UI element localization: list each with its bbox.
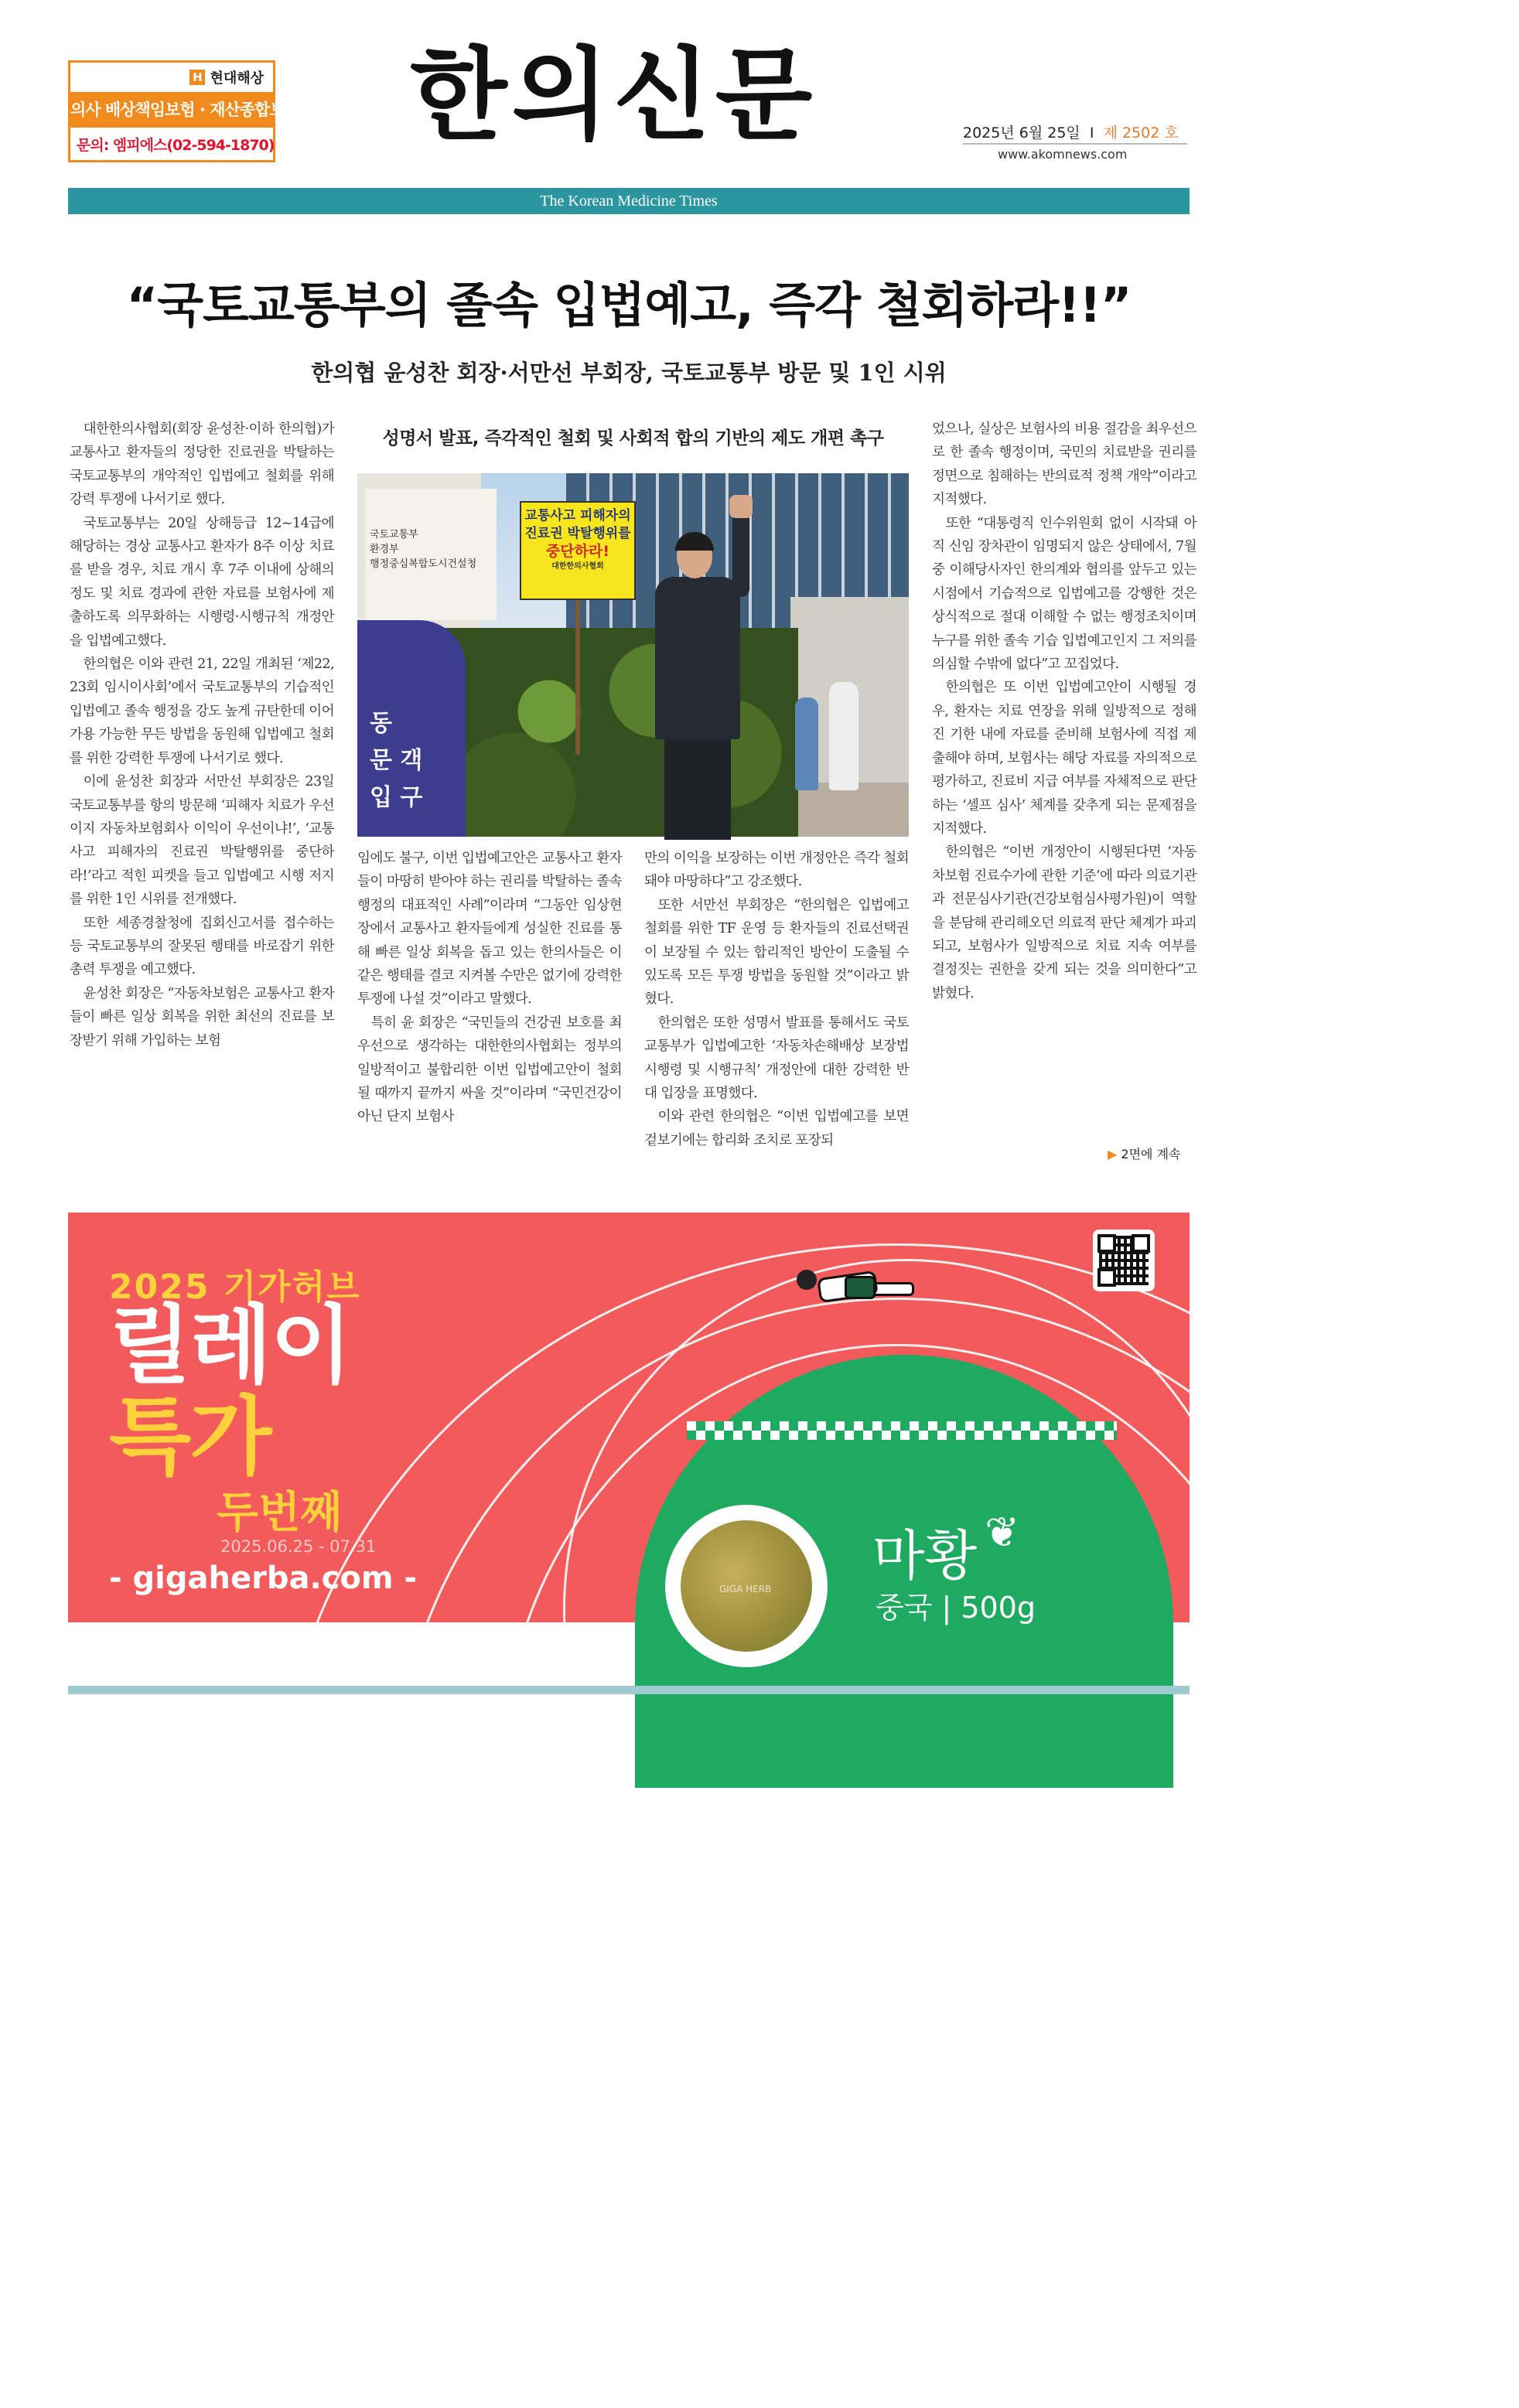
issue-info bbox=[963, 121, 1179, 142]
paragraph: 특히 윤 회장은 “국민들의 건강권 보호를 최우선으로 생각하는 대한한의사협회는 정부의 일방적이고 불합리한 이번 입법예고안이 철회될 때까지 끝까지 싸울 것”이라며 “국민건강이 아닌 단지 보험사 bbox=[357, 1015, 622, 1125]
wheat-sprig-icon: ❦ bbox=[985, 1508, 1020, 1557]
ad-second-label: 두번째 bbox=[217, 1488, 343, 1538]
board-line: 행정중심복합도시건설청 bbox=[370, 558, 477, 570]
board-line: 국토교통부 bbox=[370, 529, 418, 541]
directory-board bbox=[365, 489, 497, 620]
insurance-contact: 문의: 엠피에스(02-594-1870) bbox=[77, 137, 275, 154]
entrance-sign-text bbox=[370, 705, 422, 817]
insurance-ad[interactable] bbox=[68, 60, 299, 162]
insurance-product: 의사 배상책임보험 · 재산종합보험 bbox=[70, 92, 273, 128]
protester-legs bbox=[664, 739, 731, 840]
protester-hair bbox=[675, 532, 714, 551]
ad-product-origin: 중국 | 500g bbox=[876, 1591, 1036, 1625]
issue-separator: I bbox=[1089, 124, 1094, 142]
paragraph: 임에도 불구, 이번 입법예고안은 교통사고 환자들이 마땅히 받아야 하는 권리를 박탈하는 졸속 행정의 대표적인 사례”이라며 “그동안 임상현장에서 교통사고 환자들에게 성실한 진료를 통해 빠른 일상 회복을 돕고 있는 한의사들은 이 같은 행태를 결코 지켜볼 수만은 없기에 강력한 투쟁에 나설 것”이라고 말했다. bbox=[357, 851, 622, 1008]
article-subhead: 한의협 윤성찬 회장·서만선 부회장, 국토교통부 방문 및 1인 시위 bbox=[311, 360, 947, 386]
english-name-bar: The Korean Medicine Times bbox=[68, 188, 1190, 214]
protest-placard bbox=[520, 501, 636, 600]
article-column-4 bbox=[932, 418, 1196, 1005]
ad-url-link[interactable]: - gigaherba.com - bbox=[109, 1560, 418, 1596]
paragraph: 또한 세종경찰청에 집회신고서를 접수하는 등 국토교통부의 잘못된 행태를 바로잡기 위한 총력 투쟁을 예고했다. bbox=[70, 915, 334, 978]
placard-line: 중단하라! bbox=[545, 543, 610, 560]
triangle-right-icon: ▶ bbox=[1108, 1147, 1118, 1161]
issue-date: 2025년 6월 25일 bbox=[963, 124, 1080, 142]
sign-line: 입 구 bbox=[370, 784, 423, 811]
article-headline: “국토교통부의 졸속 입법예고, 즉각 철회하라!!” bbox=[126, 277, 1132, 333]
checkered-line bbox=[687, 1431, 1117, 1440]
protest-photo[interactable] bbox=[357, 473, 909, 837]
paragraph: 한의협은 “이번 개정안이 시행된다면 ‘자동차보험 진료수가에 관한 기준’에 따라 의료기관과 전문심사기관(건강보험심사평가원)이 역할을 분담해 관리해오던 의료적 판단 체계가 파괴되고, 보험사가 일방적으로 치료 지속 여부를 결정짓는 권한을 갖게 되는 것을 의미한다”고 밝혔다. bbox=[932, 844, 1196, 1001]
sign-line: 문 객 bbox=[370, 747, 423, 774]
issue-number: 제 2502 호 bbox=[1103, 124, 1179, 142]
sign-line: 동 bbox=[370, 710, 392, 737]
paragraph: 국토교통부는 20일 상해등급 12~14급에 해당하는 경상 교통사고 환자가 8주 이상 치료를 받을 경우, 치료 개시 후 7주 이내에 상해의 정도 및 치료 경과에 관한 자료를 보험사에 제출하도록 의무화하는 시행령·시행규칙 개정안을 입법예고했다. bbox=[70, 515, 334, 649]
protester bbox=[655, 535, 740, 837]
paragraph: 또한 서만선 부회장은 “한의협은 입법예고 철회를 위한 TF 운영 등 환자들의 진료선택권이 보장될 수 있는 합리적인 방안이 도출될 수 있도록 모든 투쟁 방법을 동원할 것”이라고 밝혔다. bbox=[644, 897, 909, 1008]
placard-org: 대한한의사협회 bbox=[551, 562, 604, 571]
continued-link[interactable] bbox=[1108, 1144, 1181, 1162]
insurer-name: 현대해상 bbox=[210, 70, 264, 87]
placard-line: 진료권 박탈행위를 bbox=[524, 526, 631, 541]
ad-year-line: 2025 기가허브 bbox=[109, 1267, 361, 1307]
site-url-link[interactable]: www.akomnews.com bbox=[998, 147, 1128, 162]
paragraph: 대한한의사협회(회장 윤성찬·이하 한의협)가 교통사고 환자들의 정당한 진료권을 박탈하는 국토교통부의 개악적인 입법예고 철회를 위해 강력 투쟁에 나서기로 했다. bbox=[70, 421, 334, 508]
paragraph: 이와 관련 한의협은 “이번 입법예고를 보면 겉보기에는 합리화 조치로 포장되 bbox=[644, 1109, 909, 1148]
ad-product-name: 마황 bbox=[872, 1524, 978, 1588]
pedestrian bbox=[795, 698, 818, 790]
herb-sale-ad[interactable] bbox=[68, 1213, 1190, 1625]
placard-line: 교통사고 피해자의 bbox=[524, 508, 631, 524]
continued-label: 2면에 계속 bbox=[1121, 1147, 1181, 1161]
paragraph: 또한 “대통령직 인수위원회 없이 시작돼 아직 신임 장차관이 임명되지 않은 상태에서, 7월 중 이해당사자인 한의계와 협의를 앞두고 있는 시점에서 기습적으로 입법예고를 강행한 것은 상식적으로 절대 이해할 수 없는 행정조치이며 누구를 위한 졸속 기습 입법예고인지 그 저의를 의심할 수밖에 없다”고 꼬집었다. bbox=[932, 515, 1196, 673]
pedestrian bbox=[829, 682, 858, 790]
qr-code-icon[interactable] bbox=[1093, 1230, 1155, 1291]
board-line: 환경부 bbox=[370, 544, 399, 555]
issue-divider bbox=[963, 143, 1187, 145]
paragraph: 이에 윤성찬 회장과 서만선 부회장은 23일 국토교통부를 항의 방문해 ‘피해자 치료가 우선이지 자동차보험회사 이익이 우선이냐!’, ‘교통사고 피해자의 진료권 박탈행위를 중단하라!’라고 적힌 피켓을 들고 입법예고 시행 저지를 위한 1인 시위를 전개했다. bbox=[70, 774, 334, 908]
article-column-1 bbox=[70, 418, 334, 1052]
paragraph: 윤성찬 회장은 “자동차보험은 교통사고 환자들이 빠른 일상 회복을 위한 최선의 진료를 보장받기 위해 가입하는 보험 bbox=[70, 985, 334, 1049]
insurer-logo-icon: H bbox=[189, 70, 205, 85]
ad-relay-title: 릴레이 bbox=[109, 1296, 351, 1395]
photo-bushes bbox=[442, 628, 798, 837]
ad-dates: 2025.06.25 - 07.31 bbox=[220, 1537, 377, 1556]
protester-suit bbox=[655, 577, 740, 739]
qr-finder bbox=[1097, 1234, 1116, 1253]
qr-finder bbox=[1132, 1234, 1150, 1253]
paragraph: 한의협은 이와 관련 21, 22일 개최된 ‘제22, 23회 임시이사회’에서 국토교통부의 기습적인 입법예고 졸속 행정을 강도 높게 규탄한데 이어 가용 가능한 무든 방법을 동원해 입법예고 철회를 위한 강력한 투쟁에 나서기로 했다. bbox=[70, 657, 334, 766]
ad-special-title: 특가 bbox=[109, 1387, 271, 1486]
protester-fist bbox=[729, 495, 753, 518]
runner-head bbox=[797, 1270, 817, 1290]
paragraph: 만의 이익을 보장하는 이번 개정안은 즉각 철회돼야 마땅하다”고 강조했다. bbox=[644, 851, 909, 890]
paragraph: 었으나, 실상은 보험사의 비용 절감을 최우선으로 한 졸속 행정이며, 국민의 치료받을 권리를 정면으로 침해하는 반의료적 정책 개악”이라고 지적했다. bbox=[932, 421, 1196, 508]
paragraph: 한의협은 또한 성명서 발표를 통해서도 국토교통부가 입법예고한 ‘자동차손해배상 보장법 시행령 및 시행규칙’ 개정안에 대한 강력한 반대 입장을 표명했다. bbox=[644, 1015, 909, 1102]
article-column-3 bbox=[644, 847, 909, 1152]
bottom-rule bbox=[68, 1686, 1190, 1694]
runner-shorts bbox=[845, 1276, 876, 1299]
placard-stick bbox=[575, 600, 580, 755]
qr-finder bbox=[1097, 1268, 1116, 1287]
insurer-brand bbox=[189, 67, 264, 87]
newspaper-masthead: 한의신문 bbox=[410, 36, 818, 154]
article-column-2 bbox=[357, 847, 622, 1129]
article-deck: 성명서 발표, 즉각적인 철회 및 사회적 합의 기반의 제도 개편 촉구 bbox=[382, 428, 884, 449]
runner-icon bbox=[795, 1267, 911, 1301]
paragraph: 한의협은 또 이번 입법예고안이 시행될 경우, 환자는 치료 연장을 위해 일방적으로 정해진 기한 내에 자료를 준비해 보험사에 직접 제출해야 하며, 보험사는 해당 자료를 자의적으로 평가하고, 진료비 지급 여부를 자체적으로 판단하는 ‘셀프 심사’ 체계를 갖추게 되는 문제점을 지적했다. bbox=[932, 680, 1196, 837]
bowl-label: GIGA HERB bbox=[719, 1584, 772, 1595]
